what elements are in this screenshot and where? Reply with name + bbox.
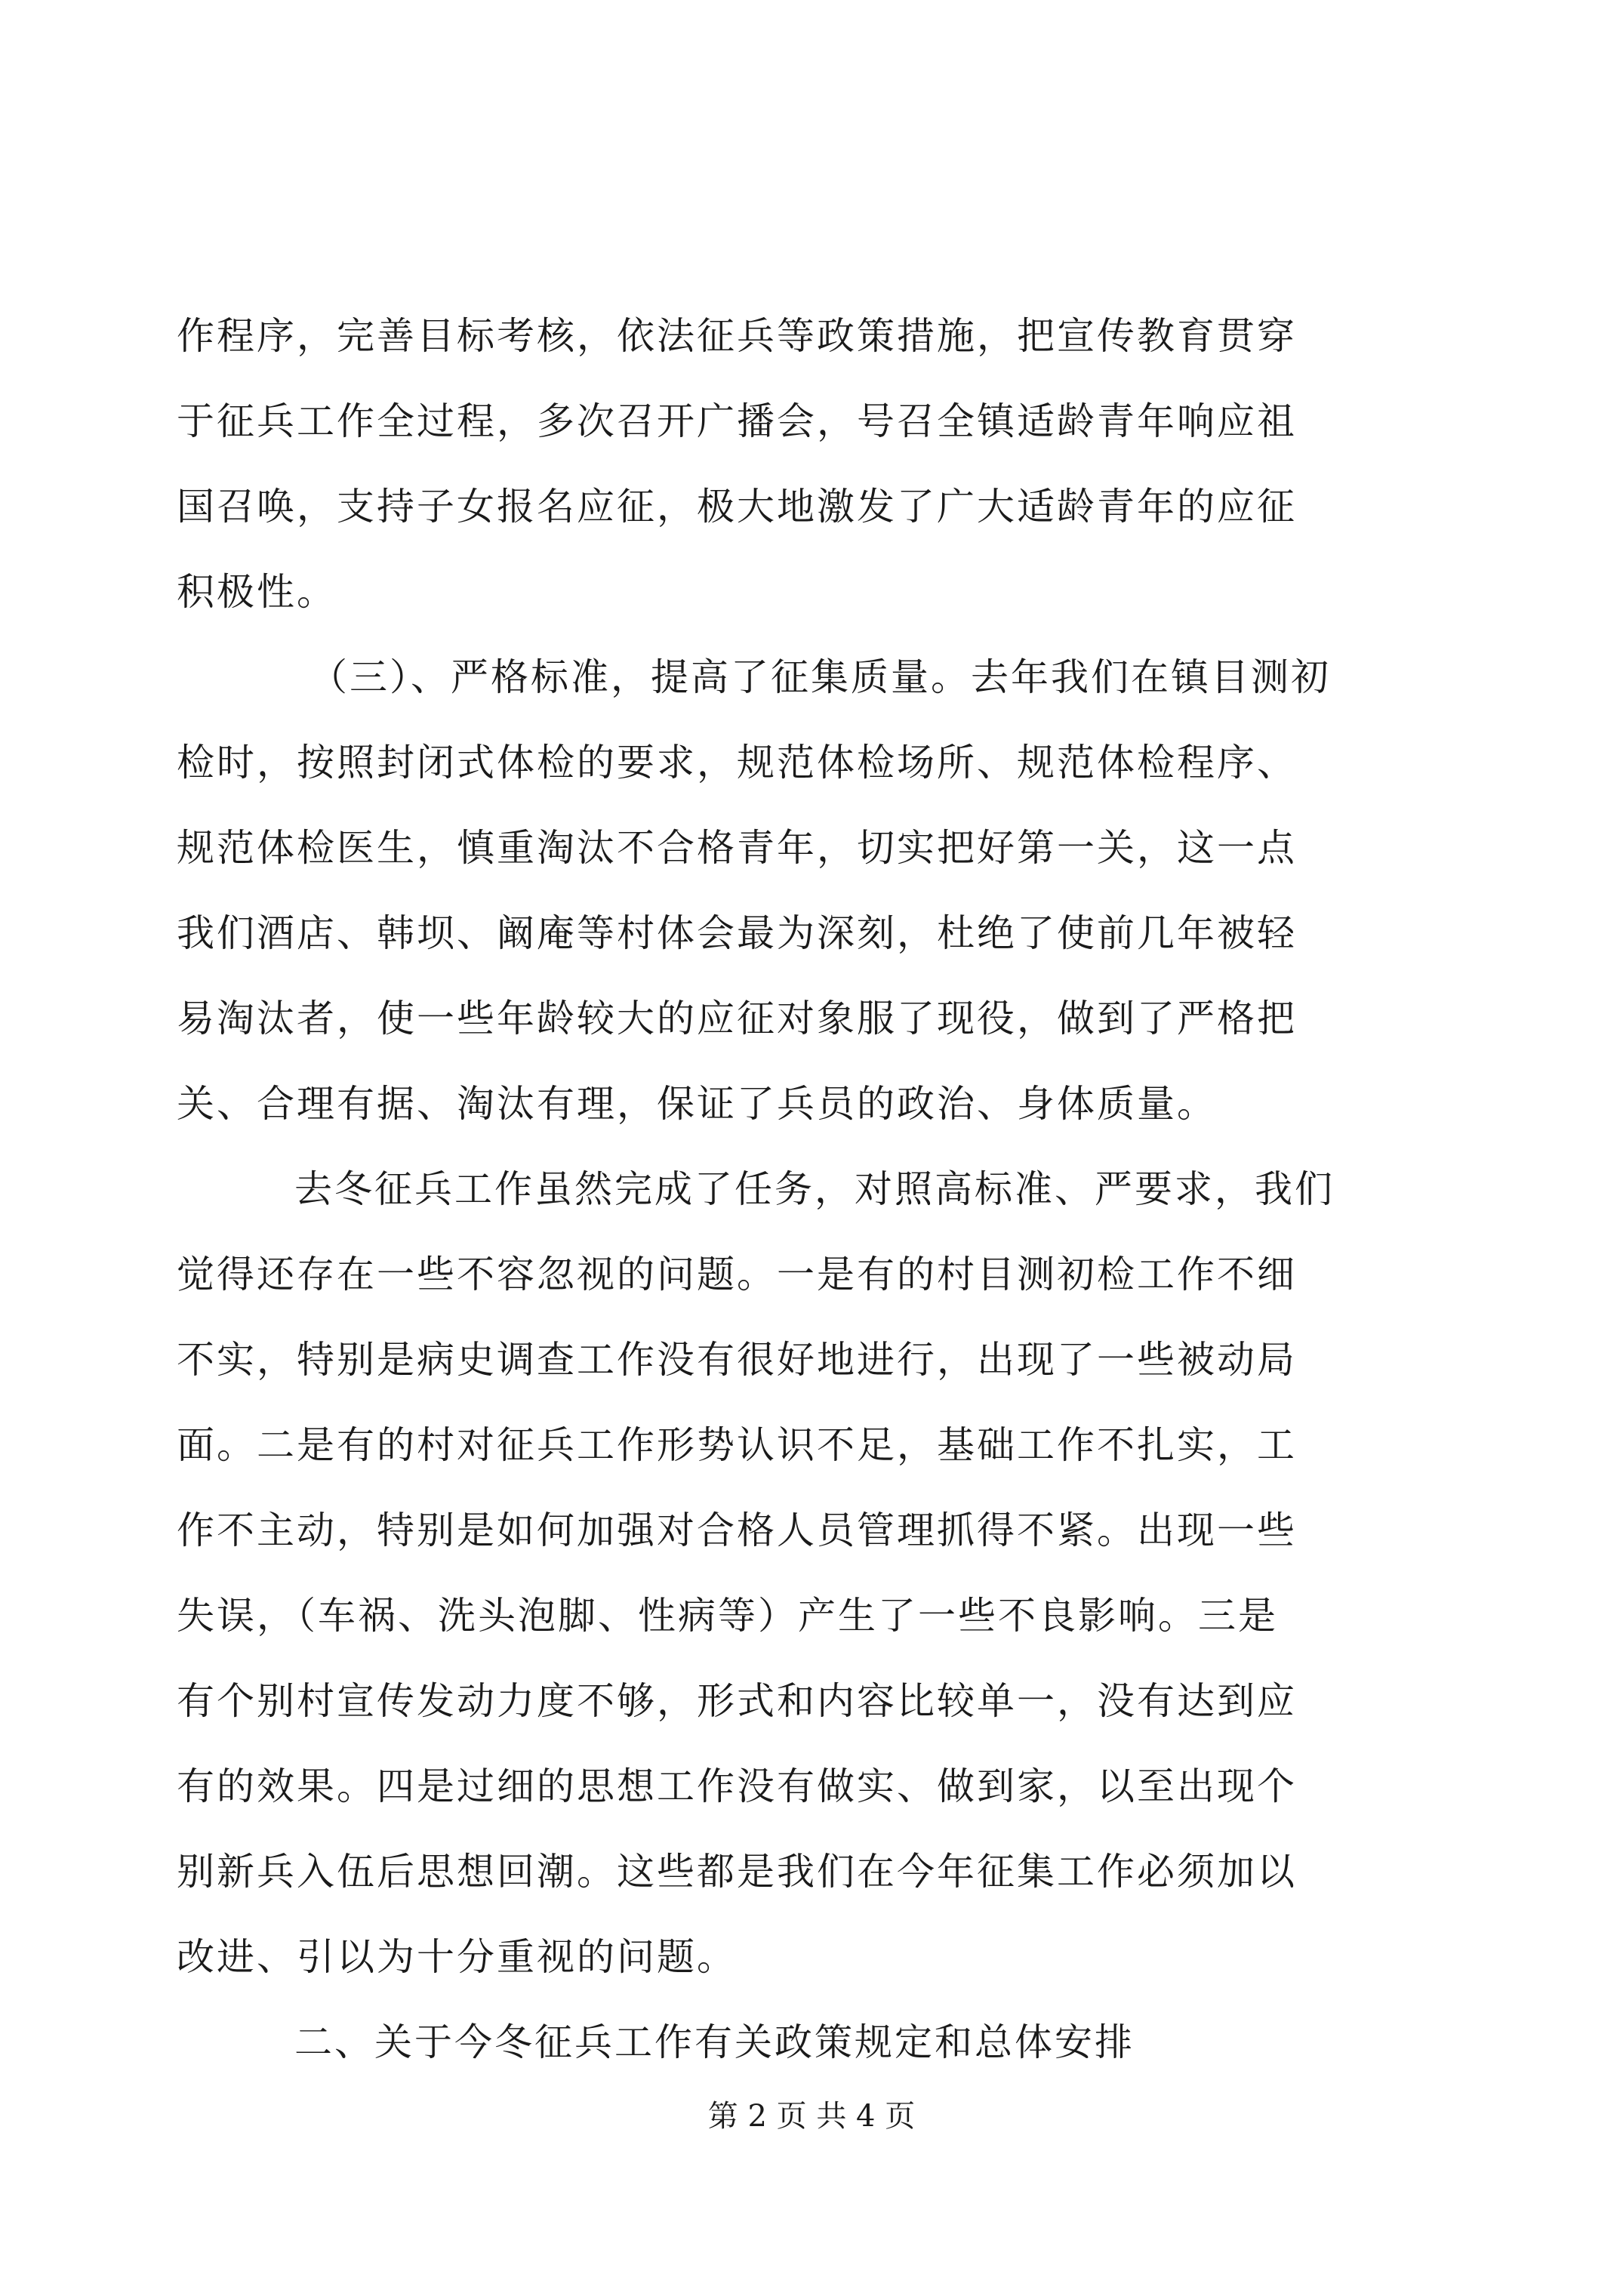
text-line: 国召唤，支持子女报名应征，极大地激发了广大适龄青年的应征 — [177, 485, 1297, 529]
text-line: 改进、引以为十分重视的问题。 — [177, 1935, 737, 1979]
text-line: 有个别村宣传发动力度不够，形式和内容比较单一，没有达到应 — [177, 1679, 1297, 1723]
text-line: 作程序，完善目标考核，依法征兵等政策措施，把宣传教育贯穿 — [177, 314, 1297, 358]
text-line: 积极性。 — [177, 570, 337, 614]
text-line: 规范体检医生，慎重淘汰不合格青年，切实把好第一关，这一点 — [177, 826, 1297, 870]
text-line: 易淘汰者，使一些年龄较大的应征对象服了现役，做到了严格把 — [177, 997, 1297, 1040]
text-line: 失误，（车祸、洗头泡脚、性病等）产生了一些不良影响。三是 — [177, 1594, 1278, 1638]
text-line: 关、合理有据、淘汰有理，保证了兵员的政治、身体质量。 — [177, 1082, 1217, 1126]
paragraph-start-line: 去冬征兵工作虽然完成了任务，对照高标准、严要求，我们 — [294, 1167, 1335, 1211]
text-line: 别新兵入伍后思想回潮。这些都是我们在今年征集工作必须加以 — [177, 1850, 1297, 1894]
text-line: 不实，特别是病史调查工作没有很好地进行，出现了一些被动局 — [177, 1338, 1297, 1382]
text-line: 有的效果。四是过细的思想工作没有做实、做到家，以至出现个 — [177, 1764, 1297, 1808]
text-line: 检时，按照封闭式体检的要求，规范体检场所、规范体检程序、 — [177, 741, 1297, 784]
text-line: 我们酒店、韩坝、阚庵等村体会最为深刻，杜绝了使前几年被轻 — [177, 911, 1297, 955]
page-number-footer: 第 2 页 共 4 页 — [707, 2099, 916, 2134]
text-line: 面。二是有的村对征兵工作形势认识不足，基础工作不扎实，工 — [177, 1423, 1297, 1467]
text-line: 于征兵工作全过程，多次召开广播会，号召全镇适龄青年响应祖 — [177, 399, 1297, 443]
text-line: 作不主动，特别是如何加强对合格人员管理抓得不紧。出现一些 — [177, 1509, 1297, 1552]
section-heading-line: （三）、严格标准，提高了征集质量。去年我们在镇目测初 — [310, 655, 1331, 699]
text-line: 觉得还存在一些不容忽视的问题。一是有的村目测初检工作不细 — [177, 1253, 1297, 1296]
section-heading-line: 二、关于今冬征兵工作有关政策规定和总体安排 — [294, 2020, 1135, 2064]
